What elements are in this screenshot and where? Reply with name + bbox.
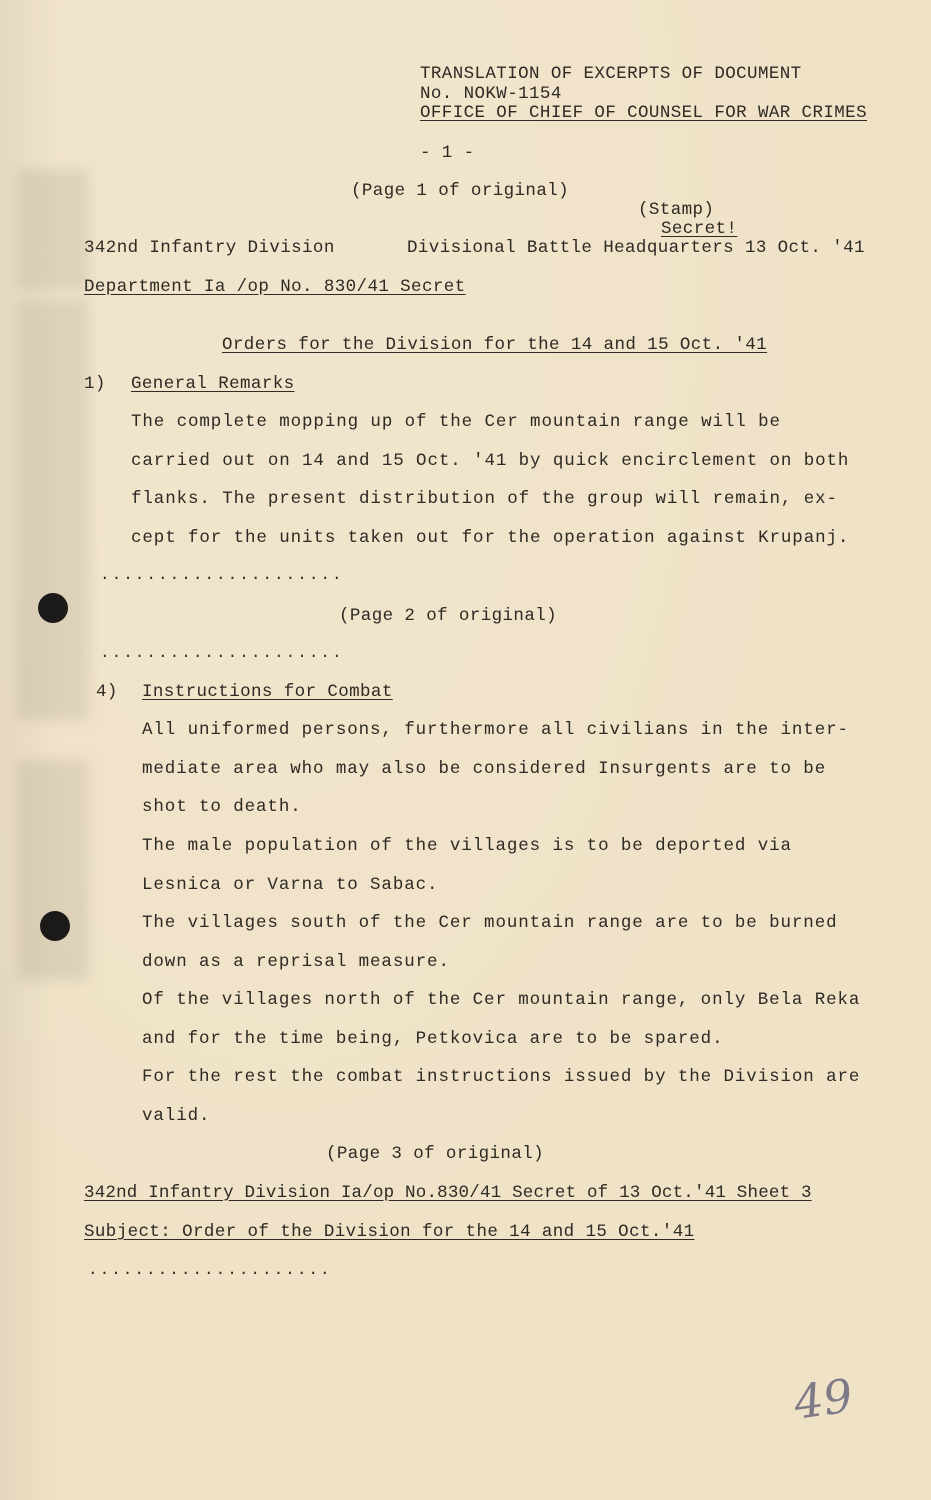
sheet-reference: 342nd Infantry Division Ia/op No.830/41 Secret of 13 Oct.'41 Sheet 3 bbox=[84, 1183, 812, 1203]
omission-dots: ..................... bbox=[100, 566, 344, 584]
section-4-number: 4) bbox=[96, 682, 118, 702]
omission-dots: ..................... bbox=[100, 644, 344, 662]
section-4-heading: Instructions for Combat bbox=[142, 682, 393, 702]
section-4-line: For the rest the combat instructions issued by the Division are bbox=[142, 1067, 861, 1087]
section-4-line: shot to death. bbox=[142, 797, 302, 817]
section-1-line: flanks. The present distribution of the group will remain, ex- bbox=[131, 489, 838, 509]
section-4-line: The villages south of the Cer mountain range are to be burned bbox=[142, 913, 838, 933]
section-4-line: down as a reprisal measure. bbox=[142, 952, 450, 972]
header-title: TRANSLATION OF EXCERPTS OF DOCUMENT bbox=[420, 64, 802, 84]
section-1-line: The complete mopping up of the Cer mountain range will be bbox=[131, 412, 781, 432]
document-number: No. NOKW-1154 bbox=[420, 84, 562, 104]
section-4-line: All uniformed persons, furthermore all civilians in the inter- bbox=[142, 720, 849, 740]
department-reference: Department Ia /op No. 830/41 Secret bbox=[84, 277, 466, 297]
punch-hole bbox=[38, 593, 68, 623]
paper-stain bbox=[18, 300, 88, 720]
section-1-line: carried out on 14 and 15 Oct. '41 by quick encirclement on both bbox=[131, 451, 850, 471]
division-name: 342nd Infantry Division bbox=[84, 238, 335, 258]
section-1-line: cept for the units taken out for the operation against Krupanj. bbox=[131, 528, 850, 548]
section-4-line: Lesnica or Varna to Sabac. bbox=[142, 875, 439, 895]
orders-title: Orders for the Division for the 14 and 15 Oct. '41 bbox=[222, 335, 768, 355]
punch-hole bbox=[40, 911, 70, 941]
page-marker: - 1 - bbox=[420, 143, 475, 163]
paper-stain bbox=[18, 170, 88, 290]
original-page-3-label: (Page 3 of original) bbox=[326, 1144, 545, 1164]
section-1-heading: General Remarks bbox=[131, 374, 295, 394]
section-4-line: Of the villages north of the Cer mountain range, only Bela Reka bbox=[142, 990, 861, 1010]
section-4-line: mediate area who may also be considered Insurgents are to be bbox=[142, 759, 827, 779]
stamp-label: (Stamp) bbox=[638, 200, 715, 220]
stamp-secret: Secret! bbox=[661, 219, 738, 239]
headquarters-date: Divisional Battle Headquarters 13 Oct. '41 bbox=[407, 238, 865, 258]
subject-line: Subject: Order of the Division for the 14 and 15 Oct.'41 bbox=[84, 1222, 695, 1242]
section-4-line: The male population of the villages is to be deported via bbox=[142, 836, 792, 856]
handwritten-page-number: 49 bbox=[790, 1368, 857, 1430]
omission-dots: ..................... bbox=[88, 1261, 332, 1279]
section-4-line: valid. bbox=[142, 1106, 211, 1126]
header-office: OFFICE OF CHIEF OF COUNSEL FOR WAR CRIMES bbox=[420, 103, 867, 123]
section-1-number: 1) bbox=[84, 374, 106, 394]
original-page-1-label: (Page 1 of original) bbox=[351, 181, 570, 201]
original-page-2-label: (Page 2 of original) bbox=[339, 606, 558, 626]
paper-stain bbox=[18, 760, 88, 980]
section-4-line: and for the time being, Petkovica are to be spared. bbox=[142, 1029, 724, 1049]
